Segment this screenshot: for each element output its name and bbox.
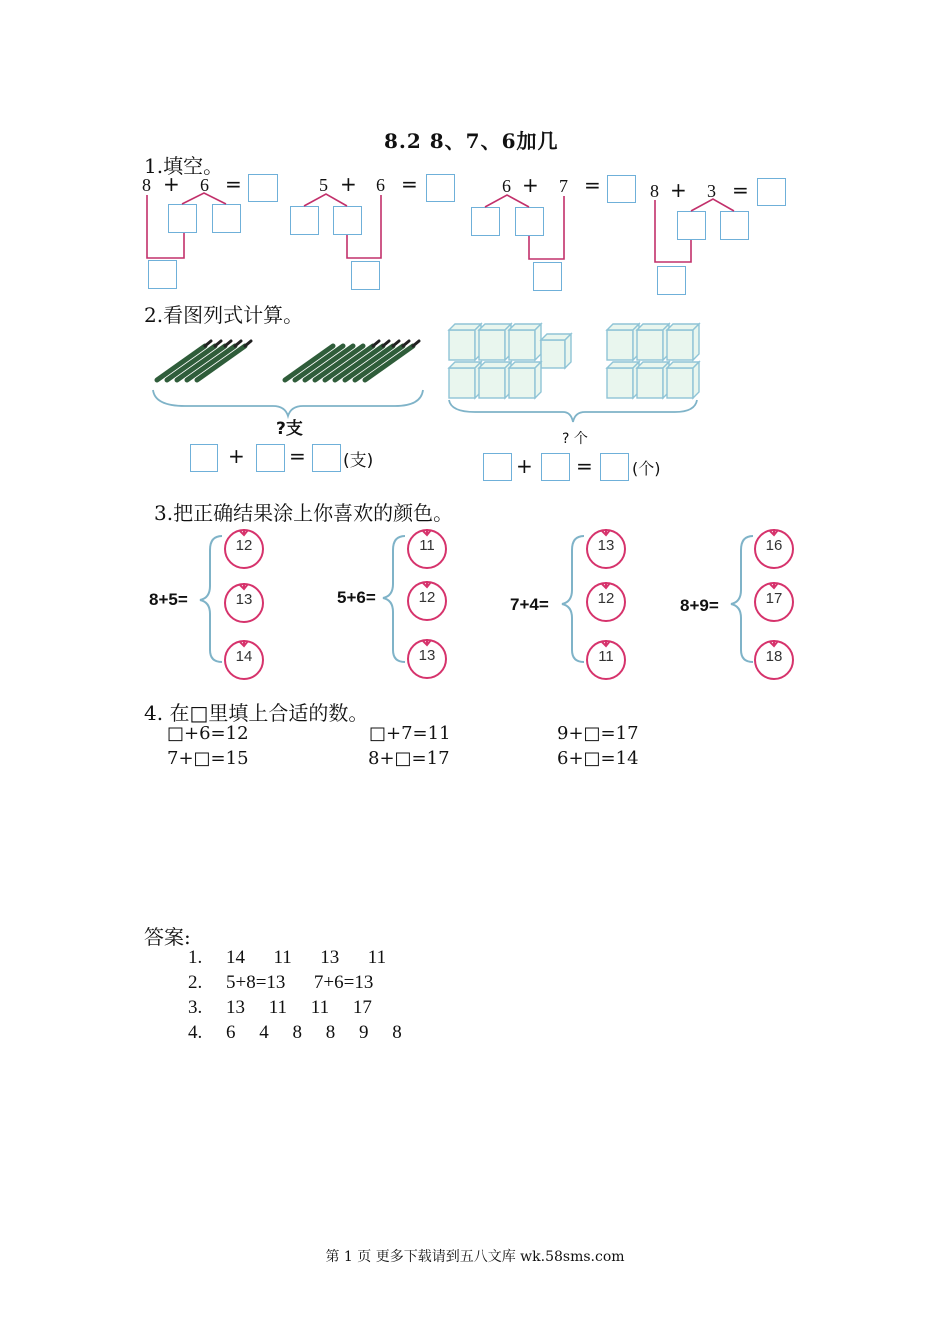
q4-r2-c1: 7+□=15 [167,748,249,769]
q1-g2-b: 6 [376,175,385,195]
q3-item3-option-2-label: 12 [597,590,615,607]
q2-left-result-box[interactable] [312,444,341,472]
q1-connector-lines [0,0,950,320]
q3-item4-option-1[interactable] [752,525,796,569]
q2-heading: 2.看图列式计算。 [144,303,304,327]
q3-item2-option-1[interactable] [405,525,449,569]
q3-item1-expr: 8+5= [149,590,188,609]
answer-line-3: 3. 13 11 11 17 [188,997,372,1018]
q2-left-unit: (支) [343,451,374,471]
cube-group [449,324,699,398]
answer-line-2: 2. 5+8=13 7+6=13 [188,972,374,993]
q3-heading: 3.把正确结果涂上你喜欢的颜色。 [154,501,454,525]
q1-g3-eq: = [584,173,601,197]
q2-right-caption: ? 个 [562,431,588,447]
q3-item4-option-3[interactable] [752,636,796,680]
q4-r2-c2: 8+□=17 [368,748,450,769]
q2-left-caption: ?支 [276,419,303,439]
q3-item4-option-3-label: 18 [765,648,783,665]
q3-item4-expr: 8+9= [680,596,719,615]
q1-g2-plus: + [340,172,357,196]
q1-g2-a: 5 [319,175,328,195]
q3-item1-option-3[interactable] [222,636,266,680]
answer-line-4: 4. 6 4 8 8 9 8 [188,1022,402,1043]
answer-line-1: 1. 14 11 13 11 [188,947,387,968]
pen-group-left [157,341,419,380]
q3-item2-option-2[interactable] [405,577,449,621]
q1-g3-a: 6 [502,176,511,196]
q2-left-box-2[interactable] [256,444,285,472]
q4-r1-c1: □+6=12 [167,723,249,744]
q3-item2-expr: 5+6= [337,588,376,607]
q1-g1-eq: = [225,172,242,196]
q3-braces [0,520,950,690]
q3-item4-option-1-label: 16 [765,537,783,554]
q3-item1-option-2-label: 13 [235,591,253,608]
q1-g3-plus: + [522,173,539,197]
q3-item3-option-3-label: 11 [598,648,614,665]
q1-g4-b: 3 [707,181,716,201]
q1-g4-plus: + [670,178,687,202]
q2-right-eq: = [576,454,593,478]
page-footer: 第 1 页 更多下载请到五八文库 wk.58sms.com [325,1249,625,1265]
q3-item1-option-1[interactable] [222,525,266,569]
q3-item3-option-1-label: 13 [597,537,615,554]
q1-g1-plus: + [163,172,180,196]
answers-heading: 答案: [144,925,191,949]
q2-right-box-1[interactable] [483,453,512,481]
left-brace [153,390,423,416]
q1-heading: 1.填空。 [144,154,224,178]
right-brace [449,400,697,422]
q2-left-eq: = [289,444,306,468]
q3-item1-option-2[interactable] [222,579,266,623]
q3-item2-option-2-label: 12 [418,589,436,606]
q3-item1-option-1-label: 12 [235,537,253,554]
q2-right-unit: (个) [632,459,661,478]
q3-item3-option-1[interactable] [584,525,628,569]
q2-right-result-box[interactable] [600,453,629,481]
q2-right-plus: + [516,454,533,478]
q1-g1-a: 8 [142,175,151,195]
q1-g4-a: 8 [650,181,659,201]
q4-r2-c3: 6+□=14 [557,748,639,769]
page-title: 8.2 8、7、6加几 [384,129,559,153]
q4-heading: 4. 在□里填上合适的数。 [144,701,369,725]
q1-g4-eq: = [732,178,749,202]
q2-left-plus: + [228,444,245,468]
q1-g1-b: 6 [200,175,209,195]
q3-item2-option-1-label: 11 [419,537,435,554]
q1-g3-b: 7 [559,176,568,196]
q4-r1-c3: 9+□=17 [557,723,639,744]
q3-item1-option-3-label: 14 [235,648,253,665]
q2-illustration [145,320,705,445]
q4-r1-c2: □+7=11 [369,723,451,744]
q3-item2-option-3-label: 13 [418,647,436,664]
q3-item4-option-2[interactable] [752,578,796,622]
q3-item2-option-3[interactable] [405,635,449,679]
q2-right-box-2[interactable] [541,453,570,481]
q2-left-box-1[interactable] [190,444,218,472]
q3-item3-expr: 7+4= [510,595,549,614]
q1-g2-eq: = [401,172,418,196]
q3-item3-option-2[interactable] [584,578,628,622]
q3-item4-option-2-label: 17 [765,590,783,607]
q3-item3-option-3[interactable] [584,636,628,680]
